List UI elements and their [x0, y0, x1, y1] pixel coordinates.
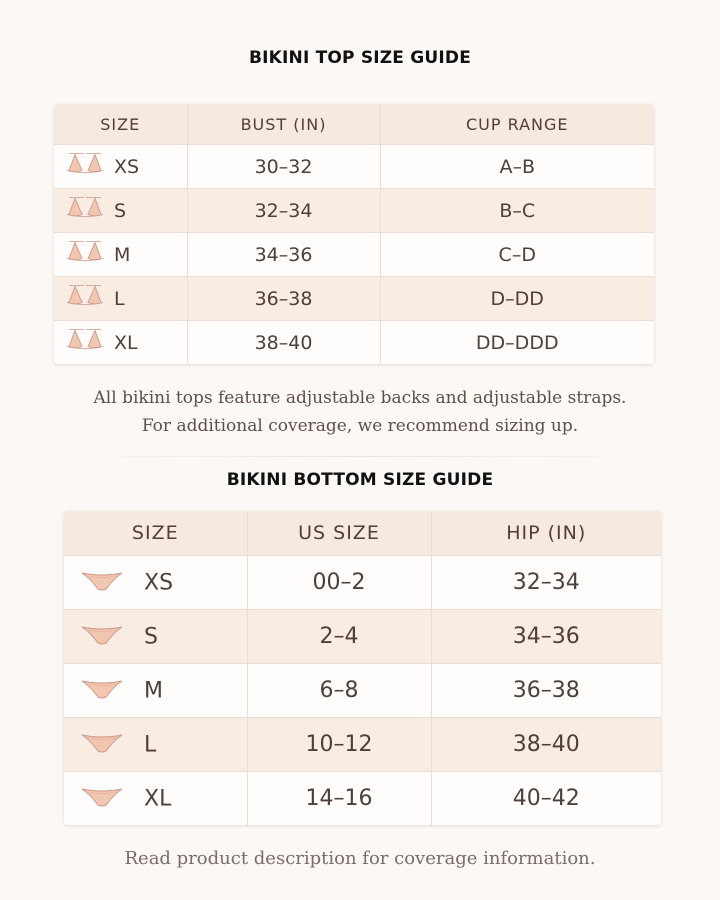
cup-cell: B–C — [380, 189, 654, 233]
hip-cell: 34–36 — [431, 610, 661, 664]
table-row — [64, 718, 661, 772]
size-cell — [54, 233, 187, 277]
table-row — [54, 233, 654, 277]
size-label: XL — [144, 786, 172, 811]
bust-cell: 30–32 — [187, 145, 380, 189]
cup-cell: A–B — [380, 145, 654, 189]
hip-cell: 36–38 — [431, 664, 661, 718]
hip-cell: 40–42 — [431, 772, 661, 826]
bikini-bottom-icon — [80, 784, 124, 814]
bust-cell: 34–36 — [187, 233, 380, 277]
column-header-cup-range: CUP RANGE — [380, 104, 654, 145]
column-header-hip: HIP (IN) — [431, 511, 661, 556]
table-row — [54, 277, 654, 321]
bikini-top-icon — [66, 239, 104, 270]
bikini-bottom-size-table — [64, 511, 661, 825]
column-header-size: SIZE — [64, 511, 247, 556]
size-cell — [54, 277, 187, 321]
table-row — [54, 145, 654, 189]
top-guide-title: BIKINI TOP SIZE GUIDE — [248, 48, 472, 68]
size-cell — [64, 556, 247, 610]
bikini-top-size-table — [54, 104, 654, 364]
size-label: L — [114, 287, 125, 310]
size-cell — [64, 718, 247, 772]
bikini-bottom-icon — [80, 568, 124, 598]
hip-cell: 38–40 — [431, 718, 661, 772]
size-cell — [64, 772, 247, 826]
bikini-bottom-icon — [80, 622, 124, 652]
table-row — [54, 189, 654, 233]
bottom-guide-title: BIKINI BOTTOM SIZE GUIDE — [226, 470, 494, 490]
note-line: All bikini tops feature adjustable backs and adjustable straps. — [93, 388, 627, 408]
us-size-cell: 10–12 — [247, 718, 431, 772]
us-size-cell: 14–16 — [247, 772, 431, 826]
size-label: S — [144, 624, 158, 649]
us-size-cell: 6–8 — [247, 664, 431, 718]
size-cell — [54, 189, 187, 233]
top-guide-note — [0, 384, 720, 440]
column-header-size: SIZE — [54, 104, 187, 145]
size-cell — [54, 145, 187, 189]
hip-cell: 32–34 — [431, 556, 661, 610]
size-label: M — [114, 243, 131, 266]
column-header-bust: BUST (IN) — [187, 104, 380, 145]
bikini-bottom-icon — [80, 676, 124, 706]
table-header-row — [64, 511, 661, 556]
size-label: XS — [144, 570, 174, 595]
size-label: L — [144, 732, 157, 757]
size-cell — [54, 321, 187, 365]
bikini-top-icon — [66, 283, 104, 314]
size-label: XL — [114, 331, 138, 354]
bikini-top-icon — [66, 151, 104, 182]
column-header-us-size: US SIZE — [247, 511, 431, 556]
bust-cell: 32–34 — [187, 189, 380, 233]
bikini-bottom-icon — [80, 730, 124, 760]
table-row — [54, 321, 654, 365]
size-label: XS — [114, 155, 140, 178]
note-line: For additional coverage, we recommend sizing up. — [141, 416, 579, 436]
us-size-cell: 2–4 — [247, 610, 431, 664]
bikini-top-icon — [66, 195, 104, 226]
size-label: M — [144, 678, 163, 703]
table-row — [64, 772, 661, 826]
us-size-cell: 00–2 — [247, 556, 431, 610]
size-cell — [64, 664, 247, 718]
table-row — [64, 610, 661, 664]
section-divider — [60, 456, 660, 457]
size-label: S — [114, 199, 127, 222]
cup-cell: D–DD — [380, 277, 654, 321]
bust-cell: 36–38 — [187, 277, 380, 321]
bust-cell: 38–40 — [187, 321, 380, 365]
bottom-guide-note: Read product description for coverage information. — [124, 848, 596, 869]
bikini-top-icon — [66, 327, 104, 358]
cup-cell: C–D — [380, 233, 654, 277]
table-row — [64, 556, 661, 610]
cup-cell: DD–DDD — [380, 321, 654, 365]
size-cell — [64, 610, 247, 664]
table-row — [64, 664, 661, 718]
table-header-row — [54, 104, 654, 145]
